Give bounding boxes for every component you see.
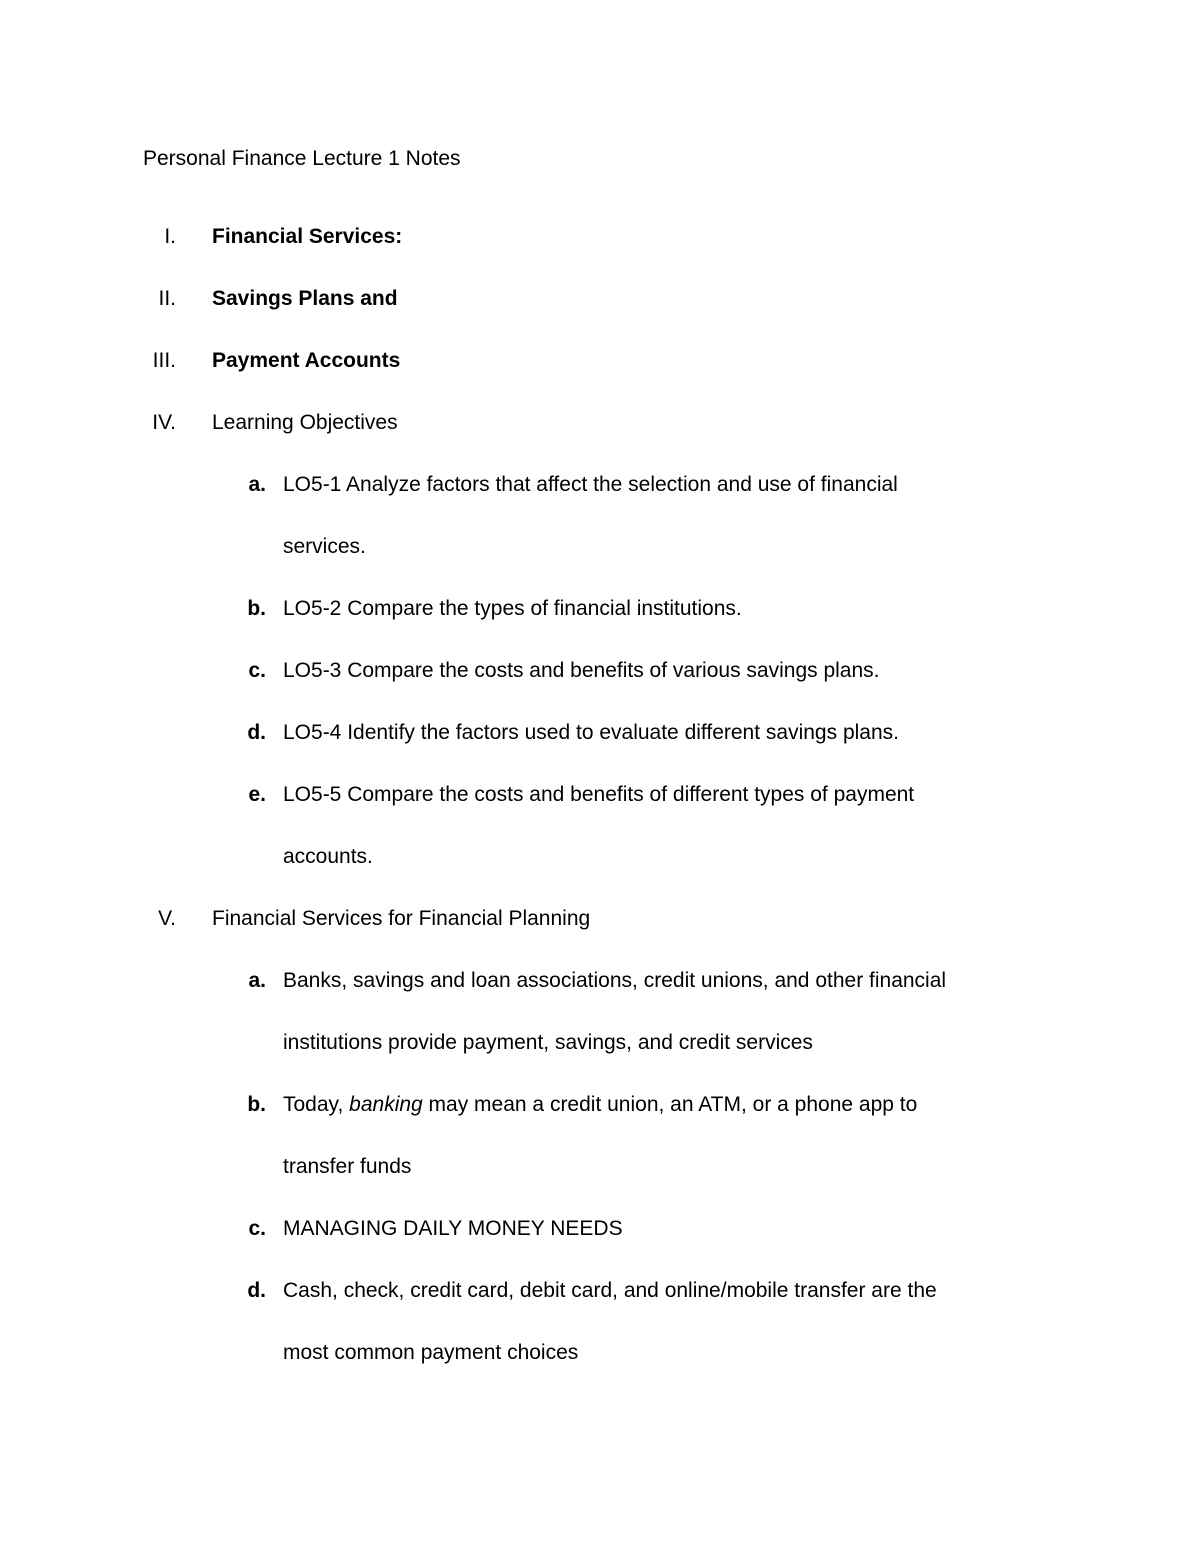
note-banking-prefix: Today, bbox=[283, 1093, 350, 1116]
objective-lo5-1: LO5-1 Analyze factors that affect the selection and use of financial bbox=[283, 473, 898, 496]
note-banking-continued: transfer funds bbox=[283, 1155, 412, 1178]
document-title: Personal Finance Lecture 1 Notes bbox=[143, 147, 461, 170]
roman-numeral-2: II. bbox=[158, 287, 176, 310]
roman-numeral-1: I. bbox=[164, 225, 176, 248]
note-banking bbox=[283, 1091, 917, 1119]
sub-letter-b: b. bbox=[247, 1093, 266, 1116]
objective-lo5-5: LO5-5 Compare the costs and benefits of different types of payment bbox=[283, 783, 915, 806]
outline-item-learning-objectives: Learning Objectives bbox=[212, 411, 398, 434]
outline-item-financial-services-planning: Financial Services for Financial Planning bbox=[212, 907, 591, 930]
outline-item-financial-services: Financial Services: bbox=[212, 225, 403, 248]
sub-letter-d: d. bbox=[247, 721, 266, 744]
objective-lo5-5-continued: accounts. bbox=[283, 845, 373, 868]
note-banking-suffix: may mean a credit union, an ATM, or a phone app to bbox=[422, 1093, 918, 1116]
sub-letter-e: e. bbox=[248, 783, 266, 806]
sub-letter-c: c. bbox=[248, 1217, 266, 1240]
objective-lo5-1-continued: services. bbox=[283, 535, 366, 558]
outline-item-payment-accounts: Payment Accounts bbox=[212, 349, 401, 372]
roman-numeral-5: V. bbox=[158, 907, 176, 930]
note-managing-money: MANAGING DAILY MONEY NEEDS bbox=[283, 1217, 623, 1240]
note-payment-choices-continued: most common payment choices bbox=[283, 1341, 579, 1364]
sub-letter-a: a. bbox=[248, 473, 266, 496]
roman-numeral-4: IV. bbox=[152, 411, 176, 434]
sub-letter-c: c. bbox=[248, 659, 266, 682]
objective-lo5-2: LO5-2 Compare the types of financial institutions. bbox=[283, 597, 742, 620]
sub-letter-b: b. bbox=[247, 597, 266, 620]
note-banking-italic: banking bbox=[349, 1093, 423, 1116]
note-payment-choices: Cash, check, credit card, debit card, and online/mobile transfer are the bbox=[283, 1279, 937, 1302]
roman-numeral-3: III. bbox=[152, 349, 176, 372]
sub-letter-d: d. bbox=[247, 1279, 266, 1302]
note-institutions: Banks, savings and loan associations, credit unions, and other financial bbox=[283, 969, 947, 992]
sub-letter-a: a. bbox=[248, 969, 266, 992]
objective-lo5-4: LO5-4 Identify the factors used to evaluate different savings plans. bbox=[283, 721, 899, 744]
outline-item-savings-plans: Savings Plans and bbox=[212, 287, 398, 310]
objective-lo5-3: LO5-3 Compare the costs and benefits of various savings plans. bbox=[283, 659, 880, 682]
note-institutions-continued: institutions provide payment, savings, and credit services bbox=[283, 1031, 813, 1054]
